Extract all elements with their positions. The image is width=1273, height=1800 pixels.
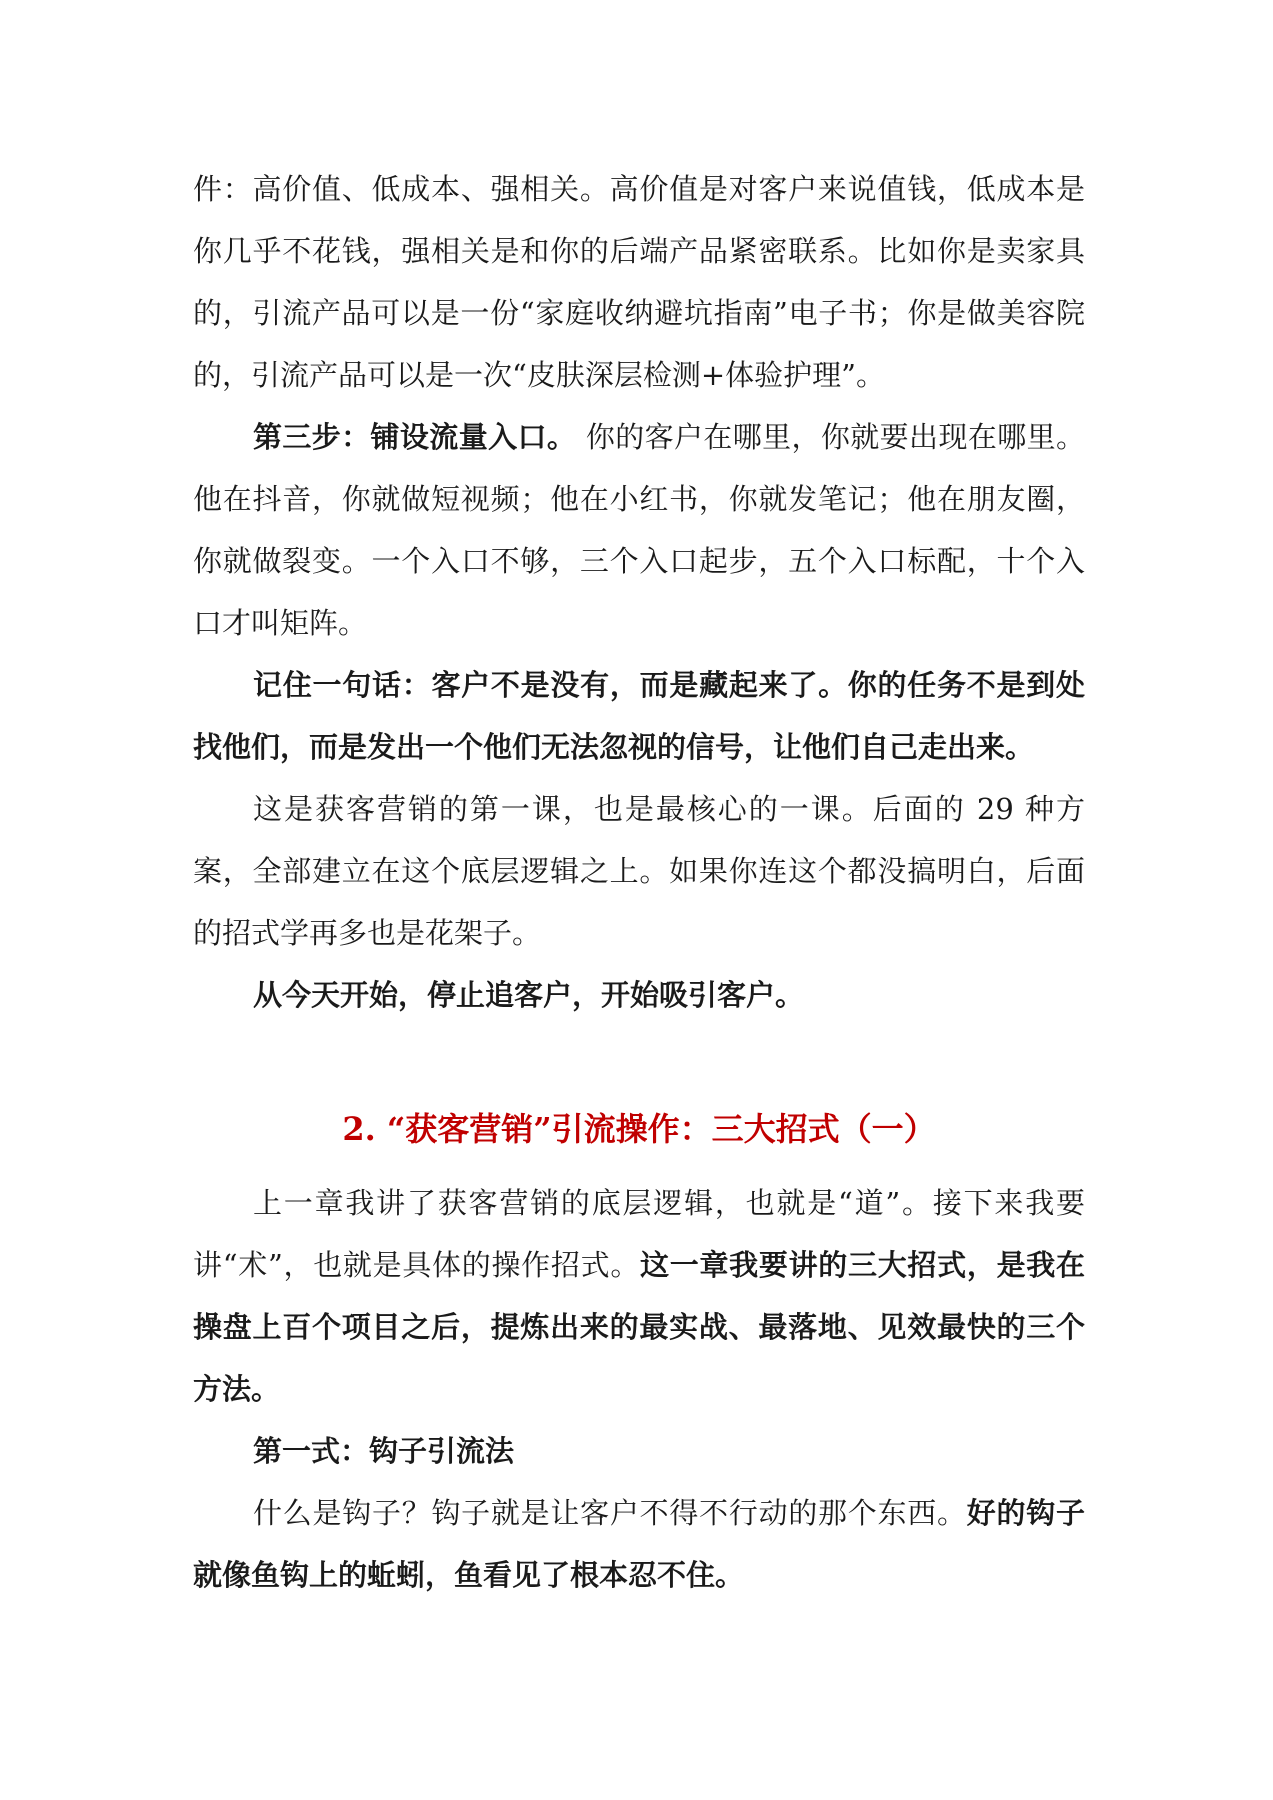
subheading-hook-method: 第一式：钩子引流法 [253,1434,515,1468]
document-page [193,158,1085,1606]
section-heading: 2. “获客营销”引流操作：三大招式（一） [342,1110,936,1148]
step-three-label: 第三步：铺设流量入口。 [253,420,577,454]
chapter-intro-text: 上一章我讲了获客营销的底层逻辑，也就是“道”。接下来我要讲“术”，也就是具体的操作招式。 [193,1186,1085,1282]
paragraph-first-lesson: 这是获客营销的第一课，也是最核心的一课。后面的 29 种方案，全部建立在这个底层逻辑之上。如果你连这个都没搞明白，后面的招式学再多也是花架子。 [193,792,1085,950]
paragraph-what-is-hook [193,1482,1085,1606]
what-is-hook-text: 什么是钩子？钩子就是让客户不得不行动的那个东西。 [253,1496,967,1530]
heading-spacer [193,1160,1085,1172]
what-is-hook-emphasis: 好的钩子就像鱼钩上的蚯蚓，鱼看见了根本忍不住。 [193,1496,1085,1592]
paragraph-chapter-intro [193,1172,1085,1420]
paragraph-start-today: 从今天开始，停止追客户，开始吸引客户。 [253,978,805,1012]
paragraph-remember: 记住一句话：客户不是没有，而是藏起来了。你的任务不是到处找他们，而是发出一个他们无法忽视的信号，让他们自己走出来。 [193,668,1085,764]
section-spacer [193,1026,1085,1098]
chapter-intro-emphasis: 这一章我要讲的三大招式，是我在操盘上百个项目之后，提炼出来的最实战、最落地、见效最快的三个方法。 [193,1248,1085,1406]
paragraph-step-three [193,406,1085,654]
step-three-text: 你的客户在哪里，你就要出现在哪里。他在抖音，你就做短视频；他在小红书，你就发笔记；他在朋友圈，你就做裂变。一个入口不够，三个入口起步，五个入口标配，十个入口才叫矩阵。 [193,420,1085,640]
paragraph-lead-magnet-conditions: 件：高价值、低成本、强相关。高价值是对客户来说值钱，低成本是你几乎不花钱，强相关是和你的后端产品紧密联系。比如你是卖家具的，引流产品可以是一份“家庭收纳避坑指南”电子书；你是做美容院的，引流产品可以是一次“皮肤深层检测+体验护理”。 [193,172,1085,392]
